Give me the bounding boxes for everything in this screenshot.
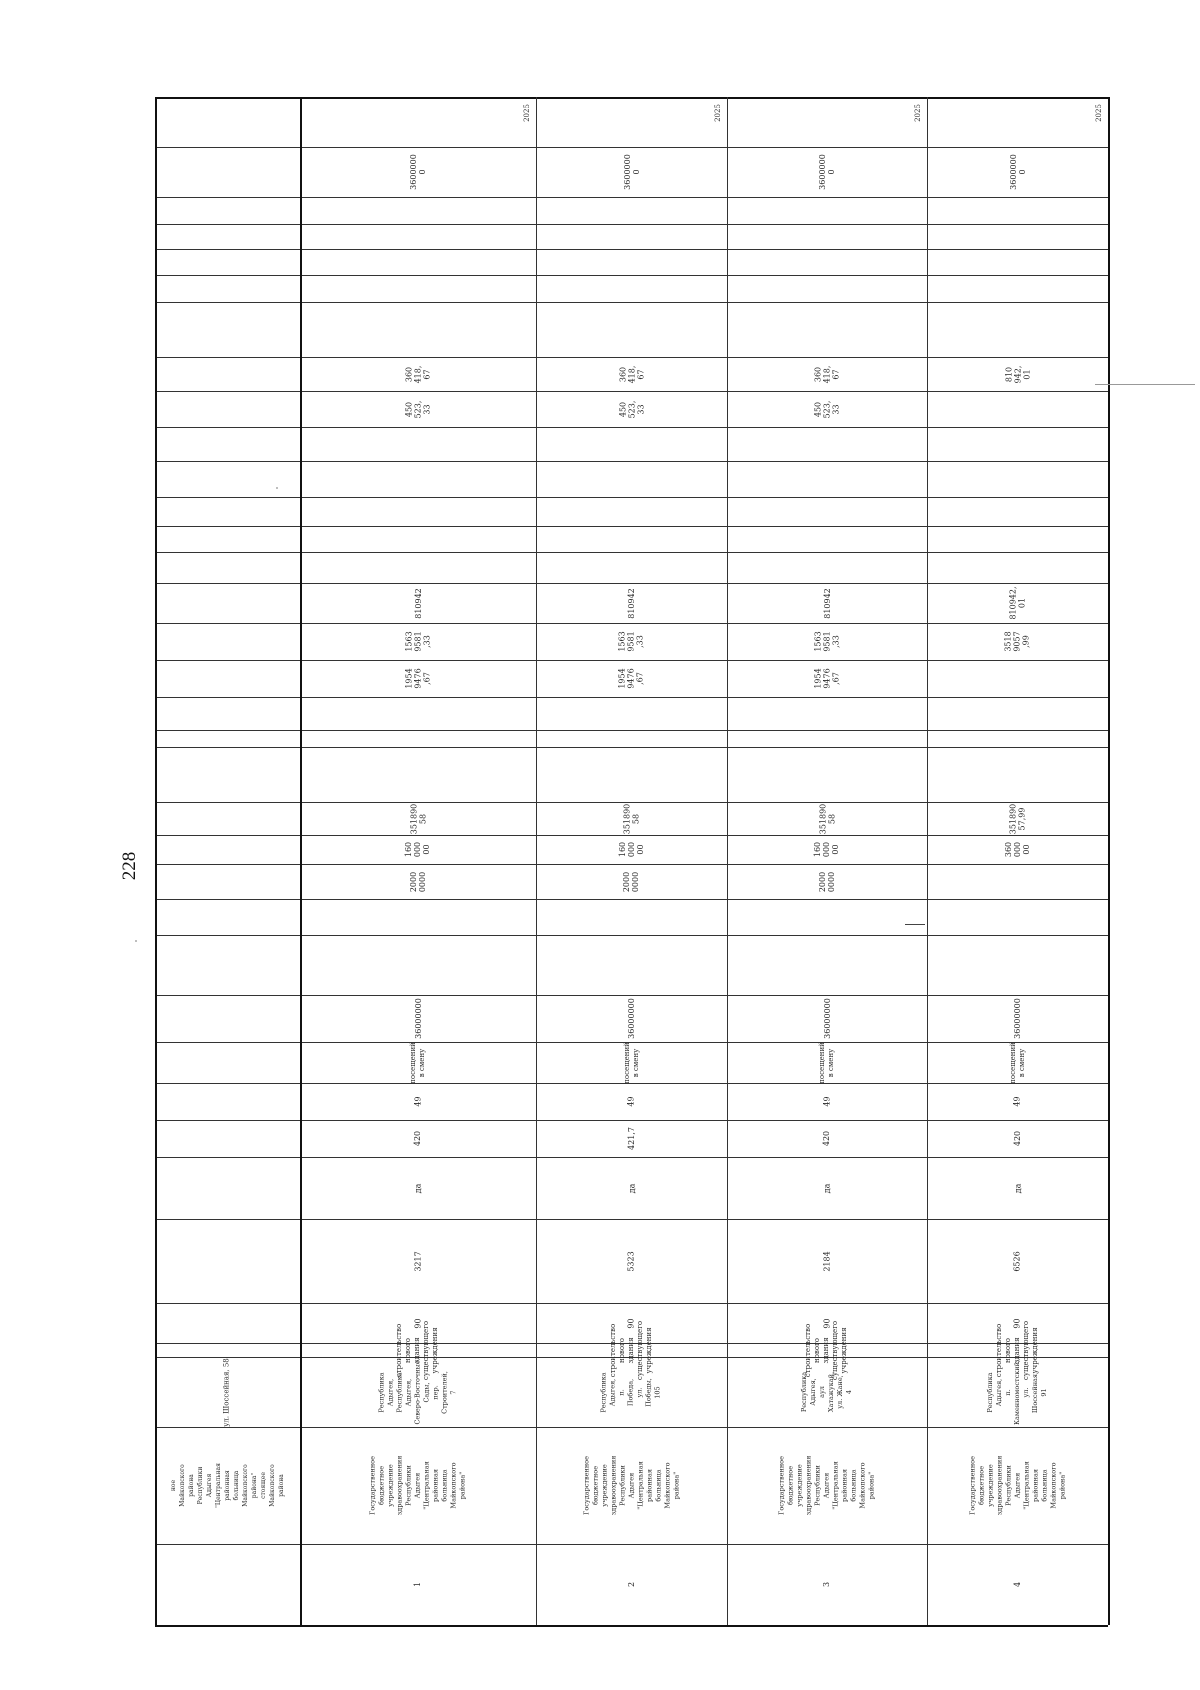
value-420: 420 bbox=[413, 1130, 423, 1147]
year-label: 2025 bbox=[522, 104, 531, 122]
finance-6: 810942, 01 bbox=[1008, 586, 1027, 620]
year-label: 2025 bbox=[1094, 104, 1103, 122]
location-cell: Республика Адыгея, п. Победа, ул. Победы, 105 bbox=[600, 1371, 662, 1413]
finance-8: 360 418, 67 bbox=[618, 365, 645, 383]
table-row-line bbox=[155, 1625, 1108, 1627]
value-area: 5323 bbox=[626, 1250, 636, 1272]
finance-1 bbox=[927, 864, 1108, 899]
table-row-line bbox=[155, 302, 1108, 303]
table-row-line bbox=[155, 497, 1108, 498]
finance-1: 2000 0000 bbox=[817, 871, 836, 892]
value-yes: да bbox=[626, 1183, 636, 1193]
cost-cell: 3600000 0 bbox=[1008, 154, 1027, 190]
table-row-line bbox=[155, 899, 1108, 900]
value-49: 49 bbox=[1013, 1096, 1022, 1107]
value-49: 49 bbox=[822, 1096, 832, 1107]
total-cost: 36000000 bbox=[627, 998, 636, 1039]
finance-3: 351890 58 bbox=[622, 803, 641, 834]
work-type-cell: строительство нового здания существующего учреждения bbox=[994, 1320, 1039, 1380]
value-90: 90 bbox=[413, 1317, 423, 1329]
customer-cell: Государственное бюджетное учреждение здравоохранения Республики Адыгея "Центральная районная больница Майкопского района" bbox=[368, 1455, 467, 1516]
table-row-line bbox=[155, 97, 1108, 99]
work-type-cell: строительство нового здания существующего учреждения bbox=[608, 1320, 653, 1380]
rotated-data-table bbox=[155, 97, 1108, 1625]
table-row-line bbox=[155, 427, 1108, 428]
customer-cell: Государственное бюджетное учреждение здравоохранения Республики Адыгея "Центральная районная больница Майкопского района" bbox=[777, 1455, 876, 1516]
table-row-line bbox=[155, 275, 1108, 276]
finance-2: 160 000 00 bbox=[618, 841, 645, 858]
scan-artifact bbox=[135, 940, 137, 942]
cost-cell: 3600000 0 bbox=[817, 154, 836, 190]
table-row-line bbox=[155, 526, 1108, 527]
table-row-line bbox=[155, 249, 1108, 250]
value-yes: да bbox=[413, 1183, 423, 1193]
finance-7: 450 523, 33 bbox=[404, 400, 432, 418]
table-row-line bbox=[155, 935, 1108, 936]
finance-4 bbox=[927, 660, 1108, 697]
finance-6: 810942 bbox=[413, 587, 423, 619]
finance-4: 1954 9476 ,67 bbox=[617, 668, 645, 689]
customer-cell: Государственное бюджетное учреждение здравоохранения Республики Адыгея "Центральная районная больница Майкопского района" bbox=[968, 1455, 1066, 1516]
table-row-line bbox=[155, 697, 1108, 698]
finance-8: 360 418, 67 bbox=[404, 365, 432, 383]
finance-4: 1954 9476 ,67 bbox=[813, 668, 841, 689]
work-type-cell: строительство нового здания существующего учреждения bbox=[804, 1320, 849, 1380]
header-address: ул. Шоссейная, 58 bbox=[222, 1357, 231, 1427]
value-posts: посещений в смену bbox=[622, 1041, 640, 1084]
row-index: 4 bbox=[1013, 1581, 1022, 1588]
table-column-line bbox=[1108, 97, 1110, 1625]
scan-artifact bbox=[276, 487, 278, 489]
finance-7: 450 523, 33 bbox=[618, 400, 645, 418]
page-number: 228 bbox=[119, 851, 140, 881]
table-row-line bbox=[155, 730, 1108, 731]
value-420: 421,7 bbox=[627, 1127, 636, 1150]
value-posts: посещений в смену bbox=[409, 1041, 426, 1084]
table-row-line bbox=[155, 461, 1108, 462]
finance-7: 450 523, 33 bbox=[813, 400, 841, 418]
value-area: 2184 bbox=[822, 1250, 832, 1272]
table-row-line bbox=[155, 747, 1108, 748]
value-yes: да bbox=[822, 1183, 832, 1193]
finance-1: 2000 0000 bbox=[408, 871, 427, 892]
header-fragment: ное Майкопского района Республики Адыгея "Центральная районная больница Майкопского района" стоящее Майкопского района bbox=[170, 1463, 285, 1508]
value-posts: посещений в смену bbox=[1008, 1041, 1026, 1084]
location-cell: Республика Адыгея, аул Хатажукай, ул. Жане, 4 bbox=[800, 1371, 853, 1413]
value-49: 49 bbox=[627, 1096, 636, 1107]
value-area: 3217 bbox=[413, 1250, 423, 1272]
cost-cell: 3600000 0 bbox=[622, 154, 641, 190]
finance-5: 3518 9057 ,99 bbox=[1003, 631, 1031, 652]
value-90: 90 bbox=[627, 1317, 636, 1329]
finance-5: 1563 9581 ,33 bbox=[404, 631, 432, 652]
table-row-line bbox=[155, 552, 1108, 553]
total-cost: 36000000 bbox=[413, 998, 423, 1039]
finance-1: 2000 0000 bbox=[622, 871, 641, 892]
value-90: 90 bbox=[1013, 1317, 1022, 1329]
finance-6: 810942 bbox=[822, 587, 832, 619]
finance-8: 360 418, 67 bbox=[813, 365, 841, 383]
finance-5: 1563 9581 ,33 bbox=[617, 631, 645, 652]
finance-5: 1563 9581 ,33 bbox=[813, 631, 841, 652]
value-posts: посещений в смену bbox=[818, 1041, 835, 1084]
work-type-cell: строительство нового здания существующего учреждения bbox=[395, 1320, 440, 1380]
location-cell: Республика Адыгея, Республика Адыгея, Северо-Восточные Сады, пер. Строителей, 7 bbox=[377, 1359, 458, 1425]
location-cell: Республика Адыгея, п. Каменномостский, ул. Шоссейная, 91 bbox=[986, 1359, 1048, 1425]
scan-artifact bbox=[1095, 384, 1195, 385]
value-49: 49 bbox=[413, 1096, 423, 1107]
customer-cell: Государственное бюджетное учреждение здравоохранения Республики Адыгея "Центральная районная больница Майкопского района" bbox=[582, 1455, 680, 1516]
year-label: 2025 bbox=[913, 104, 922, 122]
value-420: 420 bbox=[1013, 1130, 1022, 1147]
value-area: 6526 bbox=[1012, 1250, 1022, 1272]
row-index: 2 bbox=[627, 1581, 636, 1588]
table-row-line bbox=[155, 224, 1108, 225]
row-index: 3 bbox=[822, 1581, 832, 1588]
row-index: 1 bbox=[413, 1581, 423, 1588]
finance-2: 360 000 00 bbox=[1004, 841, 1031, 858]
value-420: 420 bbox=[822, 1130, 832, 1147]
finance-2: 160 000 00 bbox=[404, 841, 432, 858]
scan-artifact bbox=[905, 924, 925, 925]
value-90: 90 bbox=[822, 1317, 832, 1329]
value-yes: да bbox=[1012, 1183, 1022, 1193]
total-cost: 36000000 bbox=[1013, 998, 1022, 1039]
finance-4: 1954 9476 ,67 bbox=[404, 668, 432, 689]
finance-2: 160 000 00 bbox=[813, 841, 841, 858]
year-label: 2025 bbox=[713, 104, 722, 122]
total-cost: 36000000 bbox=[822, 998, 832, 1039]
finance-7 bbox=[927, 391, 1108, 427]
finance-3: 351890 57,99 bbox=[1008, 803, 1027, 834]
cost-cell: 3600000 0 bbox=[408, 154, 427, 190]
table-row-line bbox=[155, 197, 1108, 198]
finance-3: 351890 58 bbox=[408, 803, 427, 834]
finance-8: 810 942, 01 bbox=[1004, 365, 1031, 383]
finance-3: 351890 58 bbox=[817, 803, 836, 834]
finance-6: 810942 bbox=[626, 587, 636, 619]
